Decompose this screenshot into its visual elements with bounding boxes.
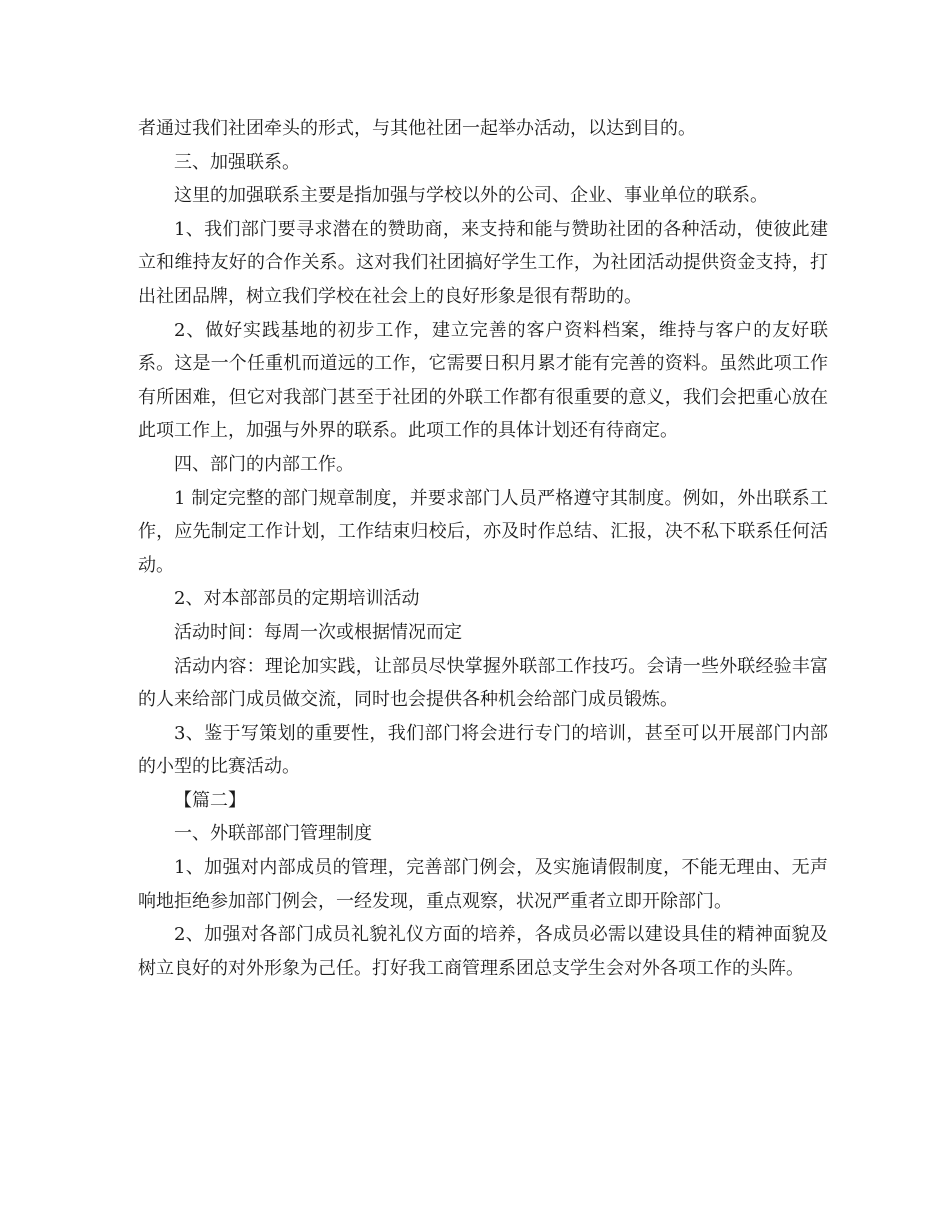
paragraph-10: 活动内容：理论加实践，让部员尽快掌握外联部工作技巧。会请一些外联经验丰富的人来给部门成员做交流，同时也会提供各种机会给部门成员锻炼。	[138, 655, 828, 711]
paragraph-15: 2、加强对各部门成员礼貌礼仪方面的培养，各成员必需以建设具佳的精神面貌及树立良好的对外形象为己任。打好我工商管理系团总支学生会对外各项工作的头阵。	[138, 924, 828, 979]
section-heading-3: 三、加强联系。	[174, 151, 300, 173]
paragraph-3: 这里的加强联系主要是指加强与学校以外的公司、企业、事业单位的联系。	[174, 185, 768, 207]
paragraph-1: 者通过我们社团牵头的形式，与其他社团一起举办活动，以达到目的。	[138, 118, 696, 139]
paragraph-5: 2、做好实践基地的初步工作，建立完善的客户资料档案，维持与客户的友好联系。这是一个任重机而道远的工作，它需要日积月累才能有完善的资料。虽然此项工作有所困难，但它对我部门甚至于社团的外联工作都有很重要的意义，我们会把重心放在此项工作上，加强与外界的联系。此项工作的具体计划还有待商定。	[138, 319, 828, 442]
paragraph-7: 1 制定完整的部门规章制度，并要求部门人员严格遵守其制度。例如，外出联系工作，应先制定工作计划，工作结束归校后，亦及时作总结、汇报，决不私下联系任何活动。	[138, 487, 828, 576]
paragraph-14: 1、加强对内部成员的管理，完善部门例会，及实施请假制度，不能无理由、无声响地拒绝参加部门例会，一经发现，重点观察，状况严重者立即开除部门。	[138, 857, 828, 912]
paragraph-4: 1、我们部门要寻求潜在的赞助商，来支持和能与赞助社团的各种活动，使彼此建立和维持友好的合作关系。这对我们社团搞好学生工作，为社团活动提供资金支持，打出社团品牌，树立我们学校在社会上的良好形象是很有帮助的。	[138, 218, 828, 307]
article-heading-part-two: 【篇二】	[174, 789, 246, 811]
paragraph-8: 2、对本部部员的定期培训活动	[174, 588, 420, 610]
section-heading-4: 四、部门的内部工作。	[174, 453, 354, 475]
paragraph-9: 活动时间：每周一次或根据情况而定	[174, 621, 462, 643]
paragraph-11: 3、鉴于写策划的重要性，我们部门将会进行专门的培训，甚至可以开展部门内部的小型的比赛活动。	[138, 722, 828, 778]
document-body	[138, 112, 828, 985]
section-heading-1: 一、外联部部门管理制度	[174, 823, 372, 845]
